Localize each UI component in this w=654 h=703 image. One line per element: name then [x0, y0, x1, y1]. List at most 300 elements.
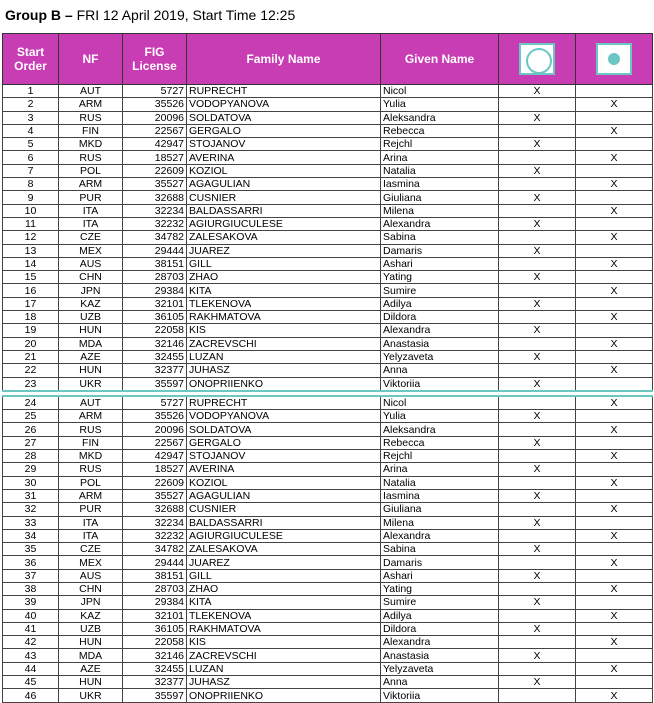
apparatus-dot-cell — [576, 164, 653, 177]
apparatus-ring-cell — [499, 311, 576, 324]
page-heading — [5, 7, 295, 23]
apparatus-ring-cell: X — [499, 410, 576, 423]
given-name-cell: Rejchl — [381, 138, 499, 151]
apparatus-dot-cell — [576, 297, 653, 310]
nf-cell: AZE — [59, 662, 123, 675]
table-row — [3, 85, 653, 98]
fig-license-cell: 36105 — [123, 622, 187, 635]
group-label: Group B — [5, 7, 61, 23]
fig-license-cell: 32234 — [123, 204, 187, 217]
table-row — [3, 364, 653, 377]
family-name-cell: SOLDATOVA — [187, 423, 381, 436]
given-name-cell: Yulia — [381, 98, 499, 111]
family-name-cell: GERGALO — [187, 124, 381, 137]
family-name-cell: JUAREZ — [187, 244, 381, 257]
fig-license-cell: 32377 — [123, 676, 187, 689]
apparatus-dot-cell: X — [576, 98, 653, 111]
family-name-cell: CUSNIER — [187, 503, 381, 516]
nf-cell: ARM — [59, 178, 123, 191]
apparatus-dot-cell: X — [576, 396, 653, 410]
given-name-cell: Milena — [381, 204, 499, 217]
family-name-cell: KIS — [187, 636, 381, 649]
apparatus-ring-cell — [499, 257, 576, 270]
fig-license-cell: 28703 — [123, 271, 187, 284]
apparatus-ring-cell: X — [499, 217, 576, 230]
nf-cell: AUT — [59, 85, 123, 98]
given-name-cell: Alexandra — [381, 529, 499, 542]
start-order-cell: 46 — [3, 689, 59, 702]
apparatus-dot-cell: X — [576, 582, 653, 595]
fig-license-cell: 20096 — [123, 111, 187, 124]
nf-cell: UZB — [59, 311, 123, 324]
given-name-cell: Giuliana — [381, 191, 499, 204]
table-header-row — [3, 34, 653, 85]
table-row — [3, 151, 653, 164]
start-list-table — [2, 33, 653, 703]
apparatus-dot-cell: X — [576, 124, 653, 137]
table-row — [3, 178, 653, 191]
family-name-cell: KOZIOL — [187, 476, 381, 489]
apparatus-dot-cell: X — [576, 503, 653, 516]
table-row — [3, 503, 653, 516]
given-name-cell: Arina — [381, 151, 499, 164]
nf-cell: AUS — [59, 257, 123, 270]
apparatus-ring-cell — [499, 423, 576, 436]
apparatus-ring-cell — [499, 556, 576, 569]
apparatus-ring-cell: X — [499, 569, 576, 582]
table-row — [3, 164, 653, 177]
nf-cell: UKR — [59, 377, 123, 391]
fig-license-cell: 35597 — [123, 689, 187, 702]
apparatus-ring-cell: X — [499, 138, 576, 151]
family-name-cell: RAKHMATOVA — [187, 622, 381, 635]
family-name-cell: AVERINA — [187, 151, 381, 164]
given-name-cell: Dildora — [381, 311, 499, 324]
ring-apparatus-icon — [519, 43, 555, 75]
fig-license-cell: 42947 — [123, 138, 187, 151]
fig-license-cell: 32455 — [123, 662, 187, 675]
family-name-cell: ZHAO — [187, 582, 381, 595]
family-name-cell: GERGALO — [187, 436, 381, 449]
fig-license-cell: 35526 — [123, 410, 187, 423]
fig-license-cell: 34782 — [123, 543, 187, 556]
nf-cell: RUS — [59, 151, 123, 164]
fig-license-cell: 22609 — [123, 476, 187, 489]
apparatus-dot-header — [576, 34, 653, 85]
apparatus-ring-cell — [499, 582, 576, 595]
apparatus-dot-cell — [576, 622, 653, 635]
fig-license-cell: 29384 — [123, 596, 187, 609]
fig-license-cell: 35526 — [123, 98, 187, 111]
nf-cell: MDA — [59, 337, 123, 350]
apparatus-dot-cell — [576, 410, 653, 423]
fig-license-cell: 22567 — [123, 436, 187, 449]
start-order-cell: 14 — [3, 257, 59, 270]
family-name-cell: LUZAN — [187, 350, 381, 363]
given-name-cell: Yulia — [381, 410, 499, 423]
apparatus-ring-cell: X — [499, 516, 576, 529]
apparatus-ring-header — [499, 34, 576, 85]
fig-license-cell: 22058 — [123, 636, 187, 649]
apparatus-ring-cell — [499, 178, 576, 191]
apparatus-ring-cell: X — [499, 164, 576, 177]
start-order-cell: 37 — [3, 569, 59, 582]
apparatus-ring-cell: X — [499, 676, 576, 689]
start-order-cell: 2 — [3, 98, 59, 111]
start-order-cell: 13 — [3, 244, 59, 257]
family-name-cell: TLEKENOVA — [187, 609, 381, 622]
nf-cell: MEX — [59, 556, 123, 569]
nf-cell: ARM — [59, 98, 123, 111]
given-name-cell: Alexandra — [381, 324, 499, 337]
family-name-cell: ZACREVSCHI — [187, 337, 381, 350]
fig-license-cell: 5727 — [123, 396, 187, 410]
family-name-cell: KOZIOL — [187, 164, 381, 177]
family-name-cell: ONOPRIIENKO — [187, 377, 381, 391]
given-name-cell: Yelyzaveta — [381, 662, 499, 675]
fig-license-cell: 32234 — [123, 516, 187, 529]
apparatus-ring-cell — [499, 284, 576, 297]
table-row — [3, 622, 653, 635]
table-row — [3, 297, 653, 310]
given-name-cell: Sumire — [381, 284, 499, 297]
start-order-cell: 36 — [3, 556, 59, 569]
start-order-cell: 22 — [3, 364, 59, 377]
nf-cell: ITA — [59, 217, 123, 230]
fig-license-cell: 32688 — [123, 503, 187, 516]
family-name-cell: STOJANOV — [187, 138, 381, 151]
given-name-cell: Iasmina — [381, 489, 499, 502]
table-row — [3, 231, 653, 244]
family-name-cell: AGIURGIUCULESE — [187, 217, 381, 230]
given-name-cell: Natalia — [381, 476, 499, 489]
start-order-cell: 29 — [3, 463, 59, 476]
start-order-cell: 31 — [3, 489, 59, 502]
family-name-cell: BALDASSARRI — [187, 204, 381, 217]
apparatus-ring-cell — [499, 662, 576, 675]
family-name-cell: AGAGULIAN — [187, 489, 381, 502]
start-order-cell: 30 — [3, 476, 59, 489]
given-name-cell: Adilya — [381, 609, 499, 622]
given-name-cell: Viktoriia — [381, 689, 499, 702]
given-name-cell: Adilya — [381, 297, 499, 310]
table-row — [3, 649, 653, 662]
fig-license-cell: 32232 — [123, 217, 187, 230]
heading-separator: – — [64, 7, 73, 23]
nf-cell: CHN — [59, 271, 123, 284]
nf-cell: ARM — [59, 410, 123, 423]
fig-license-cell: 32455 — [123, 350, 187, 363]
given-name-cell: Anna — [381, 364, 499, 377]
fig-license-cell: 32232 — [123, 529, 187, 542]
apparatus-dot-cell — [576, 244, 653, 257]
start-order-cell: 15 — [3, 271, 59, 284]
table-row — [3, 529, 653, 542]
start-order-cell: 11 — [3, 217, 59, 230]
rotation-one-body — [3, 85, 653, 391]
family-name-cell: KITA — [187, 284, 381, 297]
apparatus-ring-cell — [499, 689, 576, 702]
fig-license-cell: 32101 — [123, 609, 187, 622]
apparatus-ring-cell: X — [499, 622, 576, 635]
nf-cell: HUN — [59, 364, 123, 377]
apparatus-dot-cell: X — [576, 337, 653, 350]
family-name-cell: RUPRECHT — [187, 396, 381, 410]
given-name-cell: Natalia — [381, 164, 499, 177]
family-name-cell: AVERINA — [187, 463, 381, 476]
start-order-cell: 32 — [3, 503, 59, 516]
apparatus-dot-cell — [576, 516, 653, 529]
apparatus-dot-cell — [576, 489, 653, 502]
nf-cell: PUR — [59, 503, 123, 516]
fig-license-cell: 42947 — [123, 450, 187, 463]
table-row — [3, 257, 653, 270]
start-order-cell: 9 — [3, 191, 59, 204]
start-order-cell: 41 — [3, 622, 59, 635]
apparatus-dot-cell — [576, 217, 653, 230]
start-order-cell: 35 — [3, 543, 59, 556]
start-order-cell: 23 — [3, 377, 59, 391]
start-order-cell: 26 — [3, 423, 59, 436]
nf-cell: KAZ — [59, 609, 123, 622]
start-order-cell: 12 — [3, 231, 59, 244]
table-row — [3, 410, 653, 423]
apparatus-dot-cell — [576, 649, 653, 662]
apparatus-dot-cell — [576, 85, 653, 98]
apparatus-ring-cell: X — [499, 596, 576, 609]
start-order-cell: 1 — [3, 85, 59, 98]
family-name-cell: AGIURGIUCULESE — [187, 529, 381, 542]
nf-cell: JPN — [59, 284, 123, 297]
apparatus-ring-cell: X — [499, 436, 576, 449]
fig-license-cell: 29444 — [123, 244, 187, 257]
given-name-cell: Ashari — [381, 569, 499, 582]
apparatus-ring-cell — [499, 636, 576, 649]
apparatus-dot-cell: X — [576, 450, 653, 463]
table-row — [3, 271, 653, 284]
family-name-cell: ZALESAKOVA — [187, 543, 381, 556]
fig-license-cell: 28703 — [123, 582, 187, 595]
apparatus-dot-cell: X — [576, 423, 653, 436]
nf-cell: HUN — [59, 676, 123, 689]
apparatus-dot-cell — [576, 463, 653, 476]
given-name-cell: Aleksandra — [381, 111, 499, 124]
family-name-cell: JUHASZ — [187, 676, 381, 689]
family-name-cell: ZACREVSCHI — [187, 649, 381, 662]
family-name-cell: GILL — [187, 257, 381, 270]
apparatus-dot-cell: X — [576, 204, 653, 217]
table-row — [3, 244, 653, 257]
given-name-cell: Ashari — [381, 257, 499, 270]
table-row — [3, 350, 653, 363]
table-row — [3, 609, 653, 622]
nf-cell: KAZ — [59, 297, 123, 310]
table-row — [3, 489, 653, 502]
nf-cell: RUS — [59, 423, 123, 436]
apparatus-ring-cell: X — [499, 649, 576, 662]
table-row — [3, 543, 653, 556]
nf-cell: AZE — [59, 350, 123, 363]
nf-cell: MKD — [59, 138, 123, 151]
fig-license-cell: 38151 — [123, 257, 187, 270]
table-row — [3, 689, 653, 702]
given-name-cell: Aleksandra — [381, 423, 499, 436]
start-order-cell: 45 — [3, 676, 59, 689]
apparatus-dot-cell — [576, 436, 653, 449]
family-name-cell: JUHASZ — [187, 364, 381, 377]
nf-cell: RUS — [59, 463, 123, 476]
family-name-cell: RAKHMATOVA — [187, 311, 381, 324]
fig-license-cell: 35597 — [123, 377, 187, 391]
nf-header: NF — [59, 34, 123, 85]
nf-cell: FIN — [59, 124, 123, 137]
apparatus-dot-cell: X — [576, 476, 653, 489]
start-order-cell: 43 — [3, 649, 59, 662]
apparatus-ring-cell — [499, 337, 576, 350]
apparatus-dot-cell: X — [576, 529, 653, 542]
apparatus-ring-cell — [499, 364, 576, 377]
start-order-cell: 10 — [3, 204, 59, 217]
given-name-header: Given Name — [381, 34, 499, 85]
given-name-cell: Nicol — [381, 396, 499, 410]
apparatus-dot-cell — [576, 569, 653, 582]
start-order-cell: 4 — [3, 124, 59, 137]
rotation-two-body — [3, 396, 653, 702]
fig-license-cell: 22567 — [123, 124, 187, 137]
table-row — [3, 191, 653, 204]
given-name-cell: Alexandra — [381, 217, 499, 230]
apparatus-dot-cell — [576, 350, 653, 363]
given-name-cell: Nicol — [381, 85, 499, 98]
family-name-cell: JUAREZ — [187, 556, 381, 569]
fig-license-cell: 32146 — [123, 649, 187, 662]
table-row — [3, 450, 653, 463]
apparatus-dot-cell: X — [576, 662, 653, 675]
table-row — [3, 111, 653, 124]
table-row — [3, 556, 653, 569]
given-name-cell: Sabina — [381, 231, 499, 244]
family-name-cell: SOLDATOVA — [187, 111, 381, 124]
nf-cell: MKD — [59, 450, 123, 463]
table-row — [3, 569, 653, 582]
apparatus-dot-cell — [576, 324, 653, 337]
family-name-header: Family Name — [187, 34, 381, 85]
nf-cell: ITA — [59, 516, 123, 529]
nf-cell: POL — [59, 164, 123, 177]
fig-license-cell: 32146 — [123, 337, 187, 350]
given-name-cell: Rejchl — [381, 450, 499, 463]
nf-cell: ITA — [59, 529, 123, 542]
apparatus-ring-cell — [499, 231, 576, 244]
apparatus-ring-cell — [499, 450, 576, 463]
nf-cell: UKR — [59, 689, 123, 702]
start-order-cell: 38 — [3, 582, 59, 595]
apparatus-dot-cell — [576, 191, 653, 204]
start-order-cell: 34 — [3, 529, 59, 542]
apparatus-ring-cell: X — [499, 111, 576, 124]
nf-cell: MEX — [59, 244, 123, 257]
start-order-cell: 28 — [3, 450, 59, 463]
table-row — [3, 396, 653, 410]
fig-license-cell: 34782 — [123, 231, 187, 244]
given-name-cell: Sabina — [381, 543, 499, 556]
fig-license-cell: 32377 — [123, 364, 187, 377]
apparatus-dot-cell: X — [576, 311, 653, 324]
family-name-cell: KITA — [187, 596, 381, 609]
fig-license-header: FIG License — [123, 34, 187, 85]
start-order-cell: 7 — [3, 164, 59, 177]
table-row — [3, 436, 653, 449]
given-name-cell: Damaris — [381, 556, 499, 569]
session-details: FRI 12 April 2019, Start Time 12:25 — [76, 7, 296, 23]
given-name-cell: Anna — [381, 676, 499, 689]
start-order-cell: 39 — [3, 596, 59, 609]
apparatus-ring-cell: X — [499, 489, 576, 502]
fig-license-cell: 36105 — [123, 311, 187, 324]
apparatus-dot-cell: X — [576, 636, 653, 649]
apparatus-dot-cell — [576, 377, 653, 391]
table-row — [3, 311, 653, 324]
table-row — [3, 98, 653, 111]
table-row — [3, 377, 653, 391]
apparatus-ring-cell: X — [499, 191, 576, 204]
nf-cell: UZB — [59, 622, 123, 635]
apparatus-ring-cell: X — [499, 543, 576, 556]
start-order-cell: 42 — [3, 636, 59, 649]
fig-license-cell: 22058 — [123, 324, 187, 337]
apparatus-ring-cell — [499, 396, 576, 410]
apparatus-ring-cell: X — [499, 377, 576, 391]
table-row — [3, 676, 653, 689]
fig-license-cell: 18527 — [123, 463, 187, 476]
apparatus-dot-cell: X — [576, 151, 653, 164]
nf-cell: PUR — [59, 191, 123, 204]
nf-cell: CZE — [59, 231, 123, 244]
family-name-cell: RUPRECHT — [187, 85, 381, 98]
family-name-cell: AGAGULIAN — [187, 178, 381, 191]
apparatus-ring-cell: X — [499, 324, 576, 337]
apparatus-dot-cell: X — [576, 609, 653, 622]
start-order-cell: 24 — [3, 396, 59, 410]
given-name-cell: Yating — [381, 582, 499, 595]
start-order-cell: 40 — [3, 609, 59, 622]
given-name-cell: Anastasia — [381, 649, 499, 662]
table-row — [3, 423, 653, 436]
start-order-cell: 3 — [3, 111, 59, 124]
apparatus-dot-cell — [576, 138, 653, 151]
apparatus-dot-cell: X — [576, 231, 653, 244]
apparatus-ring-cell — [499, 124, 576, 137]
given-name-cell: Giuliana — [381, 503, 499, 516]
fig-license-cell: 22609 — [123, 164, 187, 177]
nf-cell: ITA — [59, 204, 123, 217]
given-name-cell: Milena — [381, 516, 499, 529]
family-name-cell: LUZAN — [187, 662, 381, 675]
family-name-cell: STOJANOV — [187, 450, 381, 463]
apparatus-dot-cell: X — [576, 284, 653, 297]
fig-license-cell: 18527 — [123, 151, 187, 164]
given-name-cell: Alexandra — [381, 636, 499, 649]
given-name-cell: Dildora — [381, 622, 499, 635]
fig-license-cell: 29444 — [123, 556, 187, 569]
apparatus-ring-cell — [499, 151, 576, 164]
fig-license-cell: 38151 — [123, 569, 187, 582]
family-name-cell: VODOPYANOVA — [187, 410, 381, 423]
apparatus-dot-cell — [576, 676, 653, 689]
given-name-cell: Iasmina — [381, 178, 499, 191]
family-name-cell: VODOPYANOVA — [187, 98, 381, 111]
nf-cell: FIN — [59, 436, 123, 449]
